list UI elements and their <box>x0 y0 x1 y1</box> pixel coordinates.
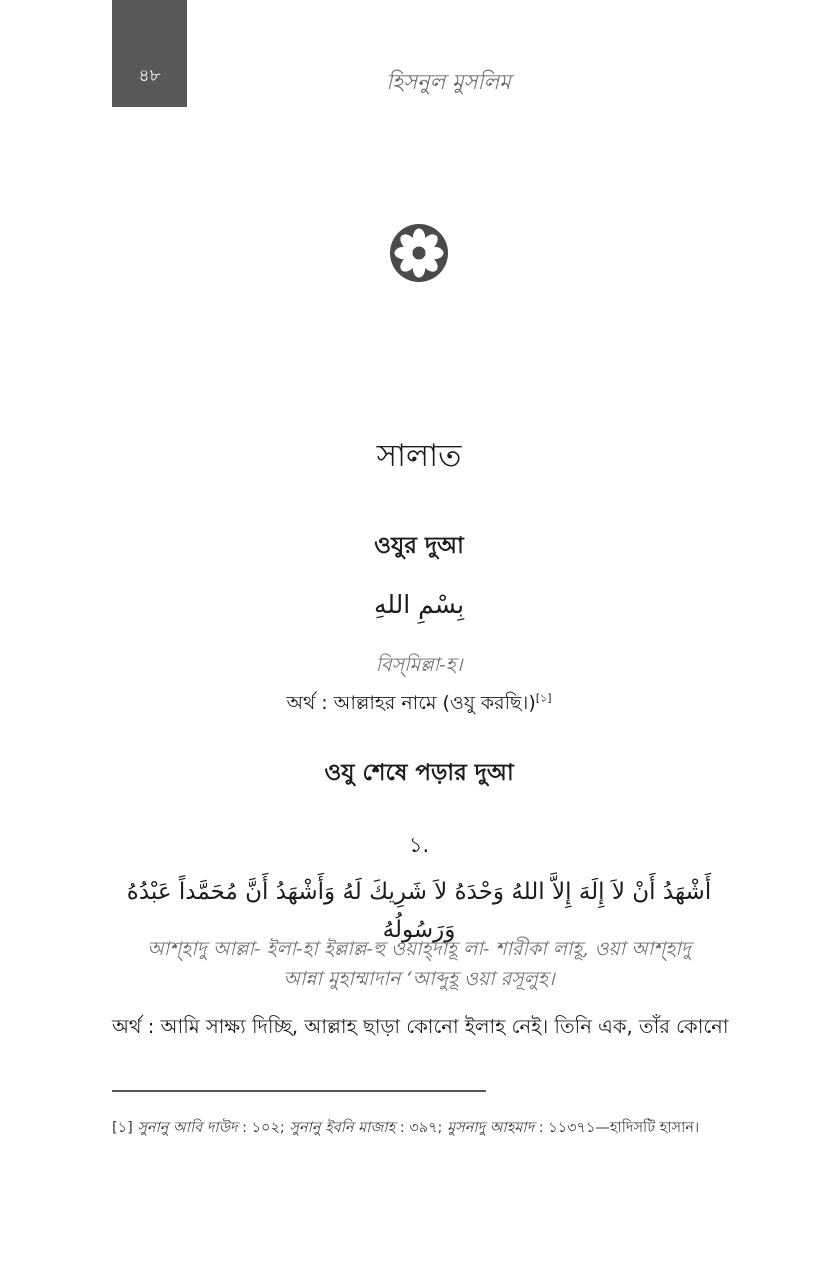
footnote-ref: : ১০২; <box>242 1120 285 1136</box>
flower-ornament-icon <box>388 222 450 284</box>
dua-number: ১. <box>408 833 430 857</box>
meaning-label: অর্থ : <box>112 1015 155 1038</box>
footnote-source: মুসনাদু আহমাদ <box>447 1120 535 1136</box>
meaning-label: অর্থ : <box>286 692 328 714</box>
transliteration-line: আন্না মুহাম্মাদান ‘আব্দুহূ ওয়া রসূলুহ। <box>283 968 555 990</box>
footnote-source: সুনানু ইবনি মাজাহ <box>289 1120 396 1136</box>
meaning-shahada <box>112 1013 729 1045</box>
transliteration-line: আশ্‌হাদু আল্লা- ইলা-হা ইল্লাল্ল-হু ওয়াহ্‌দাহূ লা- শারীকা লাহূ, ওয়া আশ্‌হাদু <box>147 938 691 960</box>
footnote <box>112 1117 726 1141</box>
section-title-after-wudu-dua: ওযু শেষে পড়ার দুআ <box>324 760 514 786</box>
footnote-reference: [১] <box>535 691 552 705</box>
footnote-source: সুনানু আবি দাউদ <box>137 1120 238 1136</box>
chapter-title: সালাত <box>376 438 462 474</box>
arabic-shahada: أَشْهَدُ أَنْ لاَ إِلَهَ إِلاَّ اللهُ وَحْدَهُ لاَ شَرِيكَ لَهُ وَأَشْهَدُ أَنَّ مُحَمَّداً عَبْدُهُ وَرَسُولُهُ <box>126 879 712 943</box>
transliteration-shahada <box>112 934 726 994</box>
footnote-divider <box>112 1090 486 1092</box>
meaning-text: আল্লাহর নামে (ওযু করছি।) <box>333 692 536 714</box>
page-number-tab <box>112 0 187 107</box>
meaning-text: আমি সাক্ষ্য দিচ্ছি, আল্লাহ ছাড়া কোনো ইলাহ নেই। তিনি এক, তাঁর কোনো <box>160 1015 729 1038</box>
transliteration-bismillah: বিস্‌মিল্লা-হ। <box>375 654 463 676</box>
running-header: হিসনুল মুসলিম <box>386 70 511 94</box>
meaning-bismillah <box>112 689 726 721</box>
section-title-wudu-dua: ওযুর দুআ <box>374 533 464 559</box>
footnote-marker: [১] <box>112 1120 133 1136</box>
arabic-bismillah: بِسْمِ اللهِ <box>373 590 465 619</box>
footnote-ref: : ১১৩৭১—হাদিসটি হাসান। <box>538 1120 700 1136</box>
page-number: ৪৮ <box>138 66 161 86</box>
footnote-ref: : ৩৯৭; <box>399 1120 443 1136</box>
